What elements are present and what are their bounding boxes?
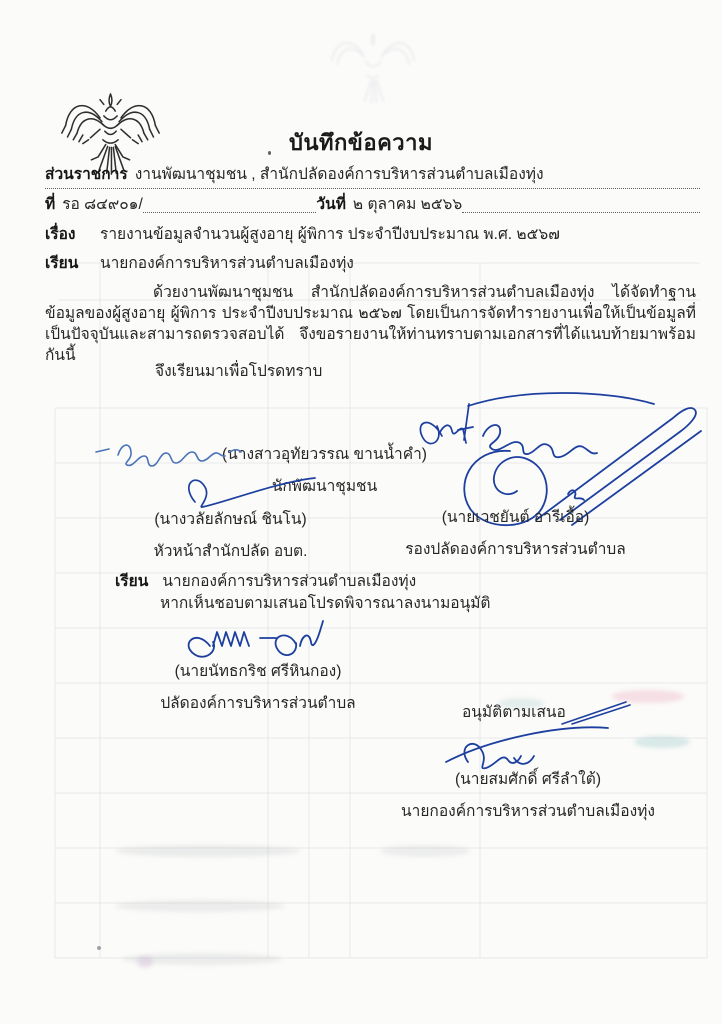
endorsement-salutation-value: นายกองค์การบริหารส่วนตำบลเมืองทุ่ง (162, 573, 417, 590)
salutation-value: นายกองค์การบริหารส่วนตำบลเมืองทุ่ง (100, 255, 354, 272)
date-label: วันที่ (316, 196, 346, 213)
dotted-leader (143, 212, 317, 213)
handwritten-note (92, 428, 257, 473)
subject-label: เรื่อง (45, 226, 76, 243)
bleedthrough-garuda (298, 26, 448, 114)
signatory-title: นายกองค์การบริหารส่วนตำบลเมืองทุ่ง (401, 803, 655, 820)
bleedthrough-smudge (380, 845, 470, 857)
signatory-title: ปลัดองค์การบริหารส่วนตำบล (160, 695, 356, 712)
signatory-block-4 (128, 658, 388, 715)
department-label: ส่วนราชการ (45, 166, 128, 183)
salutation-label: เรียน (45, 255, 79, 272)
bleedthrough-smudge (122, 953, 282, 965)
signatory-name: (นายนัทธกริช ศรีหินกอง) (174, 663, 342, 680)
number-date-line (45, 191, 700, 216)
signatory-name: (นายสมศักดิ์ ศรีลำใต้) (455, 771, 601, 788)
approval-text: อนุมัติตามเสนอ (462, 704, 566, 721)
signatory-name: (นางสาวอุทัยวรรณ ขานน้ำคำ) (222, 446, 427, 463)
signatory-block-5 (398, 766, 658, 823)
signatory-title: รองปลัดองค์การบริหารส่วนตำบล (405, 541, 626, 558)
subject-line (45, 221, 560, 246)
signatory-name: (นางวลัยลักษณ์ ชินโน) (154, 511, 307, 528)
endorsement-salutation-label: เรียน (115, 573, 149, 590)
signatory-name: (นายเวชยันต์ อารีเอื้อ) (441, 509, 590, 526)
endorsement-salutation-line (115, 568, 416, 593)
dotted-leader (462, 212, 700, 213)
body-paragraph: ด้วยงานพัฒนาชุมชน สำนักปลัดองค์การบริหารส่วนตำบลเมืองทุ่ง ได้จัดทำฐานข้อมูลของผู้สูงอายุ ผู้พิการ ประจำปีงบประมาณ ๒๕๖๗ โดยเป็นการจัดทำรายงานเพื่อให้เป็นข้อมูลที่เป็นปัจจุบันและสามารถตรวจสอบได้ จึงขอรายงานให้ท่านทราบตามเอกสารที่ได้แนบท้ายมาพร้อมกันนี้ (45, 284, 696, 364)
doc-number-value: รอ ๘๔๙๐๑/ (62, 196, 143, 213)
signatory-block-2 (118, 506, 343, 563)
closing-line: จึงเรียนมาเพื่อโปรดทราบ (155, 363, 323, 380)
scan-speck (97, 946, 101, 950)
date-value: ๒ ตุลาคม ๒๕๖๖ (352, 196, 463, 213)
bleedthrough-smudge (115, 900, 285, 912)
subject-value: รายงานข้อมูลจำนวนผู้สูงอายุ ผู้พิการ ประจำปีงบประมาณ พ.ศ. ๒๕๖๗ (100, 226, 560, 243)
endorsement-instruction: หากเห็นชอบตามเสนอโปรดพิจารณาลงนามอนุมัติ (160, 595, 491, 612)
signatory-title: หัวหน้าสำนักปลัด อบต. (153, 543, 308, 560)
salutation-line (45, 250, 354, 275)
department-value: งานพัฒนาชุมชน , สำนักปลัดองค์การบริหารส่วนตำบลเมืองทุ่ง (134, 166, 544, 183)
bleedthrough-smudge (115, 845, 300, 857)
signature-4 (178, 614, 343, 662)
signatory-title: นักพัฒนาชุมชน (271, 478, 378, 495)
signature-5 (428, 720, 613, 772)
memo-title: บันทึกข้อความ (288, 130, 433, 155)
doc-number-label: ที่ (45, 196, 56, 213)
bleedthrough-smudge (634, 736, 690, 748)
department-line (45, 161, 700, 189)
scan-speck (137, 956, 153, 968)
signatory-block-3 (388, 504, 643, 561)
